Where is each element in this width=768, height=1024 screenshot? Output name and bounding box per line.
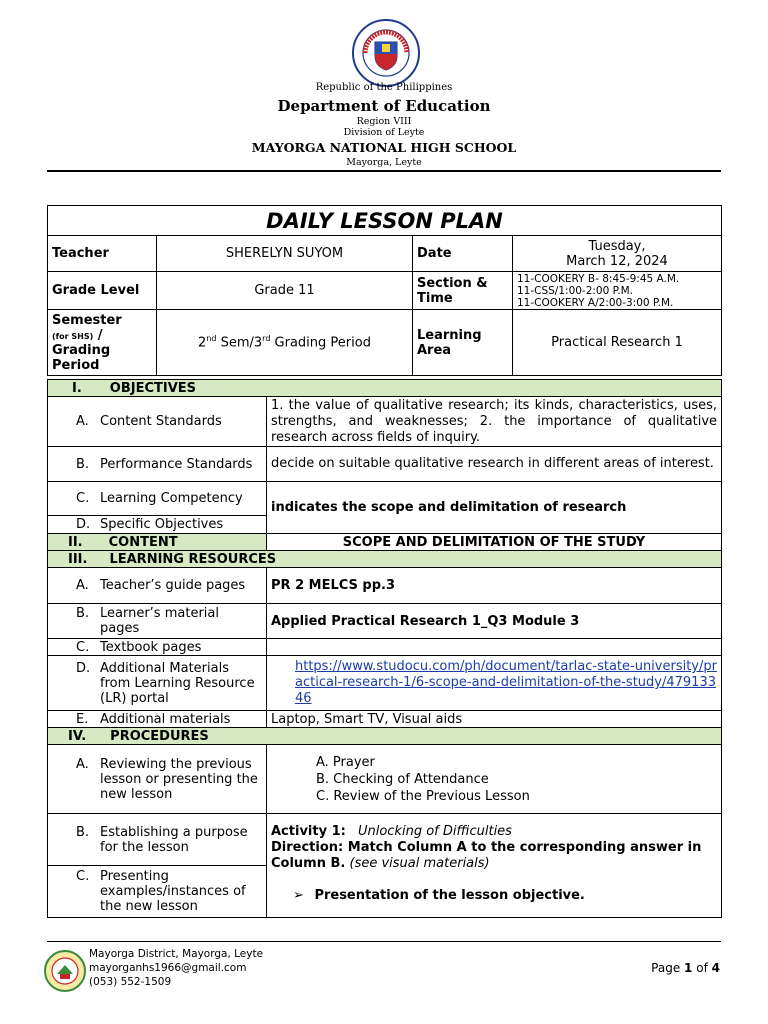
lesson-plan-table (47, 205, 722, 376)
objectives-heading: I. OBJECTIVES (48, 380, 722, 397)
area-value: Practical Research 1 (513, 310, 722, 376)
republic-text: Republic of the Philippines (315, 82, 453, 93)
resource-item: E. Additional materials (48, 711, 267, 728)
content-standards-label: A. Content Standards (48, 397, 267, 447)
procedure-a-list (267, 745, 722, 814)
resource-item: A. Teacher’s guide pages (48, 568, 267, 604)
procedure-a-label: A. Reviewing the previous lesson or presenting the new lesson (48, 745, 267, 814)
list-item: B. Checking of Attendance (316, 771, 489, 787)
procedure-bc-content: Activity 1: Unlocking of Difficulties Direction: Match Column A to the corresponding answer in Column B. (see visual materials) ➢ Presentation of the lesson objective. (267, 814, 722, 918)
semester-value: 2nd Sem/3rd Grading Period (157, 310, 413, 376)
semester-note: (for SHS) (52, 331, 94, 341)
page-indicator: Page 1 of 4 (651, 961, 720, 975)
section-line: 11-COOKERY A/2:00-3:00 P.M. (517, 296, 674, 309)
date-value (513, 236, 722, 272)
procedure-c-label: C. Presenting examples/instances of the new lesson (48, 866, 267, 918)
grading-label-text: / Grading Period (52, 327, 111, 373)
resources-heading: III. LEARNING RESOURCES (48, 551, 722, 568)
section-line: 11-COOKERY B- 8:45-9:45 A.M. (517, 272, 680, 285)
school-logo (44, 950, 86, 992)
list-item: A. Prayer (316, 754, 375, 770)
grade-value: Grade 11 (157, 272, 413, 310)
division-text: Division of Leyte (343, 127, 425, 138)
school-location: Mayorga, Leyte (346, 157, 422, 168)
resource-item: C. Textbook pages (48, 639, 267, 656)
plan-title: DAILY LESSON PLAN (48, 206, 722, 236)
teacher-value: SHERELYN SUYOM (157, 236, 413, 272)
lr-portal-link[interactable]: https://www.studocu.com/ph/document/tarlac-state-university/practical-research-1/6-scope-and-delimitation-of-the-study/47913346 (295, 659, 717, 706)
resource-item: B. Learner’s material pages (48, 604, 267, 639)
competency-text: indicates the scope and delimitation of research (267, 482, 722, 534)
resource-value: Laptop, Smart TV, Visual aids (267, 711, 722, 728)
department-title: Department of Education (277, 97, 491, 115)
section-value (513, 272, 722, 310)
date-date: March 12, 2024 (566, 253, 668, 269)
procedures-heading: IV. PROCEDURES (48, 728, 722, 745)
resource-value (267, 639, 722, 656)
section-line: 11-CSS/1:00-2:00 P.M. (517, 284, 634, 297)
performance-standards-label: B. Performance Standards (48, 447, 267, 482)
teacher-label: Teacher (48, 236, 157, 272)
procedure-b-label: B. Establishing a purpose for the lesson (48, 814, 267, 866)
list-item: C. Review of the Previous Lesson (316, 788, 530, 804)
section-label: Section & Time (413, 272, 513, 310)
deped-seal-logo (351, 18, 421, 88)
specific-objectives-label: D. Specific Objectives (48, 516, 267, 534)
lesson-body-table (47, 379, 722, 918)
date-label: Date (413, 236, 513, 272)
header-divider (47, 170, 721, 172)
resource-value: Applied Practical Research 1_Q3 Module 3 (267, 604, 722, 639)
date-day: Tuesday, (588, 238, 646, 254)
resource-link-cell (267, 656, 722, 711)
region-text: Region VIII (356, 116, 412, 127)
footer-divider (47, 941, 721, 942)
area-label: Learning Area (413, 310, 513, 376)
resource-value: PR 2 MELCS pp.3 (267, 568, 722, 604)
content-topic: SCOPE AND DELIMITATION OF THE STUDY (267, 534, 722, 551)
grade-label: Grade Level (48, 272, 157, 310)
performance-standards-text: decide on suitable qualitative research in different areas of interest. (267, 447, 722, 482)
footer-phone: (053) 552-1509 (89, 976, 172, 988)
resource-item: D. Additional Materials from Learning Resource (LR) portal (48, 656, 267, 711)
semester-label-text: Semester (52, 312, 122, 328)
arrow-bullet-icon: ➢ (293, 888, 304, 903)
content-standards-text: 1. the value of qualitative research; its kinds, characteristics, uses, strengths, and weaknesses; 2. the importance of qualitative research across fields of inquiry. (267, 397, 722, 447)
content-heading: II. CONTENT (48, 534, 267, 551)
competency-label: C. Learning Competency (48, 482, 267, 516)
footer-address: Mayorga District, Mayorga, Leyte (89, 948, 264, 960)
school-name: MAYORGA NATIONAL HIGH SCHOOL (251, 140, 517, 155)
semester-label (48, 310, 157, 376)
footer-email: mayorganhs1966@gmail.com (89, 962, 247, 974)
